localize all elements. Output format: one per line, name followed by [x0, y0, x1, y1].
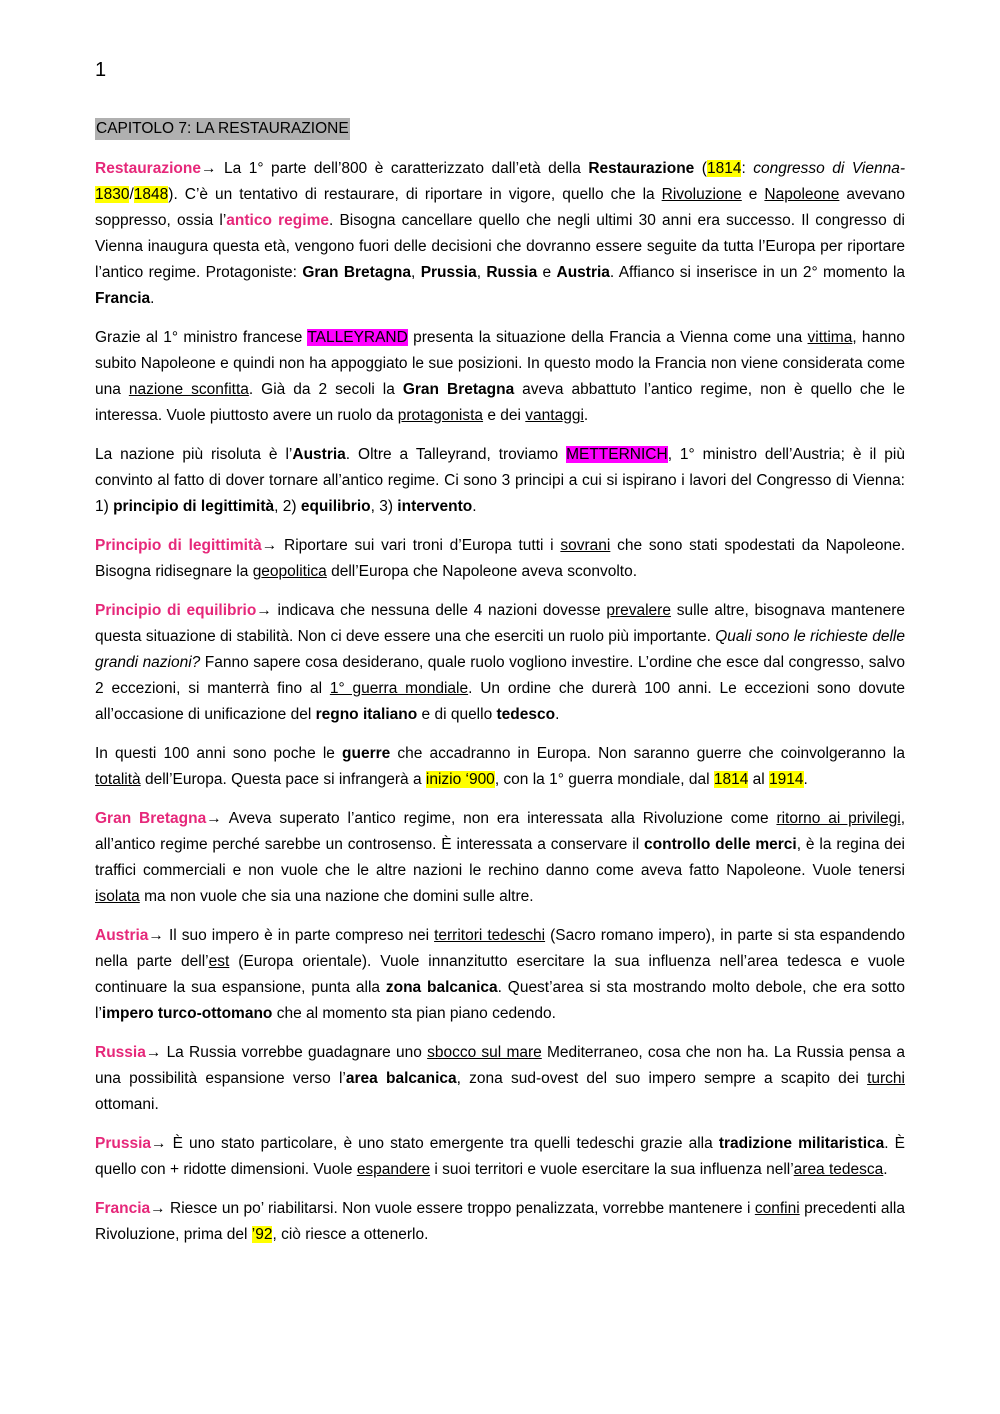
paragraph-equilibrio: [95, 598, 905, 728]
key-term: Gran Bretagna: [95, 810, 207, 827]
text-run: → Riesce un po’ riabilitarsi. Non vuole essere troppo penalizzata, vorrebbe mantenere i: [150, 1200, 755, 1217]
text-run: → La 1° parte dell’800 è caratterizzato dall’età della: [200, 160, 589, 177]
bold-text: Prussia: [420, 264, 477, 281]
text-run: , hanno subito Napoleone e quindi non ha appoggiato le sue posizioni. In questo modo la Francia non viene considerata come una: [95, 329, 906, 398]
bold-text: tedesco: [496, 706, 556, 723]
bold-text: principio di legittimità: [113, 498, 275, 515]
text-run: che sono stati spodestati da Napoleone. Bisogna ridisegnare la: [95, 537, 905, 580]
text-run: :: [741, 160, 754, 177]
key-term: Francia: [95, 1200, 151, 1217]
yellow-highlight: 1848: [133, 186, 169, 203]
magenta-highlight: METTERNICH: [566, 446, 668, 463]
text-run: Mediterraneo, cosa che non ha. La Russia pensa a una possibilità espansione verso l’: [95, 1044, 905, 1087]
underlined-text: geopolitica: [252, 563, 327, 580]
text-run: . Affianco si inserisce in un 2° momento la: [609, 264, 906, 281]
underlined-text: territori tedeschi: [434, 927, 546, 944]
bold-text: guerre: [342, 745, 391, 762]
paragraph-francia: [95, 1196, 905, 1248]
paragraph-metternich: [95, 442, 905, 520]
bold-text: regno italiano: [315, 706, 418, 723]
text-run: . È quello con + ridotte dimensioni. Vuole: [95, 1135, 906, 1178]
text-run: ). C’è un tentativo di restaurare, di riportare in vigore, quello che la: [168, 186, 662, 203]
text-run: .: [583, 407, 589, 424]
paragraph-legittimita: [95, 533, 905, 585]
text-run: (Sacro romano impero), in parte si sta espandendo nella parte dell’: [95, 927, 905, 970]
magenta-highlight: TALLEYRAND: [307, 329, 408, 346]
text-run: al: [748, 771, 770, 788]
text-run: In questi 100 anni sono poche le: [95, 745, 343, 762]
text-run: → La Russia vorrebbe guadagnare uno: [145, 1044, 428, 1061]
key-term: Principio di equilibrio: [95, 602, 257, 619]
text-run: Grazie al 1° ministro francese: [95, 329, 308, 346]
underlined-text: turchi: [867, 1070, 905, 1087]
text-run: precedenti alla Rivoluzione, prima del: [95, 1200, 906, 1243]
bold-text: Austria: [556, 264, 610, 281]
underlined-text: isolata: [95, 888, 140, 905]
key-term: Russia: [95, 1044, 146, 1061]
bold-text: Gran Bretagna: [402, 381, 515, 398]
yellow-highlight: 1814: [706, 160, 742, 177]
paragraph-list: [95, 156, 905, 1248]
page-number: 1: [95, 59, 107, 81]
text-run: , 1° ministro dell’Austria; è il più convinto al fatto di dover tornare all’antico regime. Ci sono 3 principi a cui si ispirano i lavori del Congresso di Vienna: 1): [95, 446, 905, 515]
text-run: , all’antico regime perché sarebbe un controsenso. È interessata a conservare il: [95, 810, 905, 853]
underlined-text: sovrani: [560, 537, 611, 554]
underlined-text: vittima: [807, 329, 853, 346]
bold-text: Francia: [95, 290, 151, 307]
paragraph-russia: [95, 1040, 905, 1118]
text-run: e di quello: [417, 706, 497, 723]
key-term: Austria: [95, 927, 149, 944]
yellow-highlight: 1830: [95, 186, 130, 203]
text-run: .: [150, 290, 155, 307]
yellow-highlight: inizio ‘900: [425, 771, 495, 788]
underlined-text: vantaggi: [525, 407, 584, 424]
text-run: . Bisogna cancellare quello che negli ultimi 30 anni era successo. Il congresso di Vienna inaugura questa età, vengono fuori delle decisioni che dovranno essere seguite da tutta l’Europa per riportare l’antico regime. Protagoniste:: [95, 212, 905, 281]
underlined-text: prevalere: [606, 602, 671, 619]
yellow-highlight: ’92: [251, 1226, 273, 1243]
text-run: presenta la situazione della Francia a Vienna come una: [407, 329, 808, 346]
text-run: ,: [476, 264, 487, 281]
document-body: [95, 118, 905, 1261]
text-run: . Quest’area si sta mostrando molto debole, che era sotto l’: [95, 979, 905, 1022]
yellow-highlight: 1814: [713, 771, 749, 788]
bold-text: impero turco-ottomano: [101, 1005, 273, 1022]
key-term: Prussia: [95, 1135, 152, 1152]
text-run: , 2): [274, 498, 301, 515]
bold-text: zona balcanica: [385, 979, 498, 996]
key-term: antico regime: [226, 212, 329, 229]
text-run: aveva abbattuto l’antico regime, non è quello che le interessa. Vuole piuttosto avere un ruolo da: [95, 381, 905, 424]
underlined-text: 1° guerra mondiale: [329, 680, 469, 697]
yellow-highlight: 1914: [769, 771, 804, 788]
underlined-text: sbocco sul mare: [427, 1044, 542, 1061]
bold-text: tradizione militaristica: [718, 1135, 885, 1152]
text-run: , con la 1° guerra mondiale, dal: [494, 771, 714, 788]
key-term: Restaurazione: [95, 160, 201, 177]
text-run: , ciò riesce a ottenerlo.: [272, 1226, 429, 1243]
text-run: .: [883, 1161, 888, 1178]
underlined-text: Napoleone: [764, 186, 840, 203]
text-run: La nazione più risoluta è l’: [95, 446, 293, 463]
text-run: , zona sud-ovest del suo impero sempre a scapito dei: [456, 1070, 868, 1087]
italic-text: congresso di Vienna-: [753, 160, 905, 177]
underlined-text: totalità: [95, 771, 141, 788]
text-run: sulle altre, bisognava mantenere questa situazione di stabilità. Non ci deve essere una che eserciti un ruolo più importante.: [95, 602, 905, 645]
underlined-text: Rivoluzione: [661, 186, 742, 203]
text-run: e: [537, 264, 557, 281]
underlined-text: espandere: [356, 1161, 431, 1178]
text-run: Fanno sapere cosa desiderano, quale ruolo vogliono investire. L’ordine che esce dal congresso, salvo 2 eccezioni, si manterrà fino al: [95, 654, 905, 697]
paragraph-talleyrand: [95, 325, 905, 429]
underlined-text: protagonista: [397, 407, 484, 424]
bold-text: controllo delle merci: [644, 836, 797, 853]
italic-text: Quali sono le richieste delle grandi nazioni?: [95, 628, 905, 671]
text-run: dell’Europa che Napoleone aveva sconvolto.: [326, 563, 638, 580]
bold-text: area balcanica: [345, 1070, 457, 1087]
underlined-text: nazione sconfitta: [128, 381, 249, 398]
text-run: .: [803, 771, 808, 788]
text-run: e: [741, 186, 765, 203]
text-run: dell’Europa. Questa pace si infrangerà a: [140, 771, 426, 788]
underlined-text: est: [208, 953, 230, 970]
text-run: , 3): [370, 498, 398, 515]
text-run: → Riportare sui vari troni d’Europa tutti i: [261, 537, 561, 554]
text-run: . Oltre a Talleyrand, troviamo: [345, 446, 567, 463]
text-run: ma non vuole che sia una nazione che domini sulle altre.: [139, 888, 534, 905]
text-run: ottomani.: [95, 1096, 159, 1113]
text-run: avevano soppresso, ossia l’: [95, 186, 905, 229]
text-run: . Un ordine che durerà 100 anni. Le eccezioni sono dovute all’occasione di unificazione del: [95, 680, 906, 723]
bold-text: Gran Bretagna: [302, 264, 412, 281]
text-run: (: [694, 160, 707, 177]
bold-text: intervento: [397, 498, 473, 515]
bold-text: equilibrio: [300, 498, 371, 515]
text-run: . Già da 2 secoli la: [248, 381, 403, 398]
paragraph-cento-anni: [95, 741, 905, 793]
text-run: → È uno stato particolare, è uno stato emergente tra quelli tedeschi grazie alla: [151, 1135, 719, 1152]
text-run: che al momento sta pian piano cedendo.: [272, 1005, 556, 1022]
underlined-text: ritorno ai privilegi: [776, 810, 901, 827]
text-run: , è la regina dei traffici commerciali e non vuole che le altre nazioni le rechino danno come aveva fatto Napoleone. Vuole tenersi: [95, 836, 905, 879]
text-run: → indicava che nessuna delle 4 nazioni dovesse: [256, 602, 607, 619]
paragraph-austria: [95, 923, 905, 1027]
text-run: (Europa orientale). Vuole innanzitutto esercitare la sua influenza nell’area tedesca e vuole continuare la sua espansione, punta alla: [95, 953, 905, 996]
underlined-text: confini: [754, 1200, 800, 1217]
key-term: Principio di legittimità: [95, 537, 262, 554]
text-run: .: [472, 498, 477, 515]
text-run: /: [129, 186, 134, 203]
bold-text: Austria: [292, 446, 346, 463]
text-run: ,: [411, 264, 421, 281]
text-run: → Il suo impero è in parte compreso nei: [148, 927, 435, 944]
bold-text: Russia: [486, 264, 538, 281]
chapter-title: CAPITOLO 7: LA RESTAURAZIONE: [95, 118, 350, 140]
text-run: .: [555, 706, 560, 723]
text-run: che accadranno in Europa. Non saranno guerre che coinvolgeranno la: [390, 745, 905, 762]
text-run: e dei: [483, 407, 526, 424]
paragraph-gran-bretagna: [95, 806, 905, 910]
text-run: → Aveva superato l’antico regime, non era interessata alla Rivoluzione come: [206, 810, 777, 827]
paragraph-prussia: [95, 1131, 905, 1183]
paragraph-restaurazione: [95, 156, 905, 312]
underlined-text: area tedesca: [793, 1161, 884, 1178]
text-run: i suoi territori e vuole esercitare la sua influenza nell’: [430, 1161, 794, 1178]
bold-text: Restaurazione: [588, 160, 695, 177]
